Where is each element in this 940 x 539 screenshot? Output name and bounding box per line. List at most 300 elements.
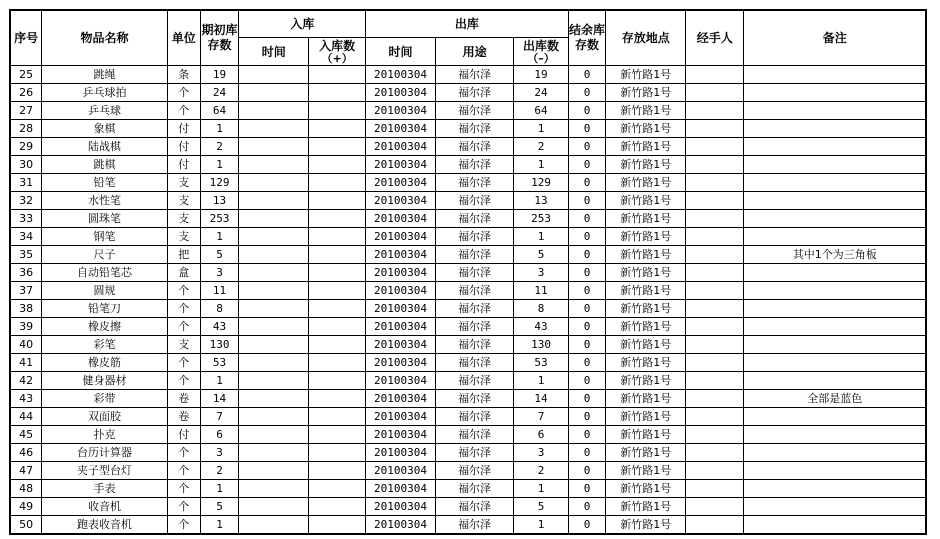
closing-cell[interactable]: 0 bbox=[568, 462, 606, 480]
name-cell[interactable]: 跑表收音机 bbox=[42, 516, 168, 535]
seq-cell[interactable]: 50 bbox=[10, 516, 42, 535]
out-use-cell[interactable]: 福尔泽 bbox=[435, 372, 514, 390]
out-use-cell[interactable]: 福尔泽 bbox=[435, 462, 514, 480]
name-cell[interactable]: 橡皮筋 bbox=[42, 354, 168, 372]
unit-cell[interactable]: 个 bbox=[167, 300, 200, 318]
closing-cell[interactable]: 0 bbox=[568, 282, 606, 300]
closing-cell[interactable]: 0 bbox=[568, 300, 606, 318]
in-time-cell[interactable] bbox=[239, 102, 309, 120]
in-qty-cell[interactable] bbox=[308, 282, 365, 300]
header-handler[interactable]: 经手人 bbox=[686, 10, 744, 66]
name-cell[interactable]: 橡皮擦 bbox=[42, 318, 168, 336]
name-cell[interactable]: 铅笔 bbox=[42, 174, 168, 192]
seq-cell[interactable]: 28 bbox=[10, 120, 42, 138]
opening-cell[interactable]: 64 bbox=[200, 102, 239, 120]
handler-cell[interactable] bbox=[686, 390, 744, 408]
remark-cell[interactable] bbox=[744, 84, 926, 102]
remark-cell[interactable]: 其中1个为三角板 bbox=[744, 246, 926, 264]
remark-cell[interactable]: 全部是蓝色 bbox=[744, 390, 926, 408]
out-use-cell[interactable]: 福尔泽 bbox=[435, 264, 514, 282]
out-use-cell[interactable]: 福尔泽 bbox=[435, 282, 514, 300]
out-time-cell[interactable]: 20100304 bbox=[366, 426, 436, 444]
out-qty-cell[interactable]: 1 bbox=[514, 480, 568, 498]
name-cell[interactable]: 陆战棋 bbox=[42, 138, 168, 156]
in-time-cell[interactable] bbox=[239, 210, 309, 228]
out-use-cell[interactable]: 福尔泽 bbox=[435, 120, 514, 138]
location-cell[interactable]: 新竹路1号 bbox=[606, 516, 686, 535]
seq-cell[interactable]: 26 bbox=[10, 84, 42, 102]
handler-cell[interactable] bbox=[686, 192, 744, 210]
out-use-cell[interactable]: 福尔泽 bbox=[435, 84, 514, 102]
handler-cell[interactable] bbox=[686, 120, 744, 138]
out-time-cell[interactable]: 20100304 bbox=[366, 66, 436, 84]
out-qty-cell[interactable]: 13 bbox=[514, 192, 568, 210]
out-time-cell[interactable]: 20100304 bbox=[366, 354, 436, 372]
in-time-cell[interactable] bbox=[239, 156, 309, 174]
closing-cell[interactable]: 0 bbox=[568, 120, 606, 138]
unit-cell[interactable]: 个 bbox=[167, 516, 200, 535]
closing-cell[interactable]: 0 bbox=[568, 66, 606, 84]
out-time-cell[interactable]: 20100304 bbox=[366, 120, 436, 138]
closing-cell[interactable]: 0 bbox=[568, 426, 606, 444]
in-qty-cell[interactable] bbox=[308, 210, 365, 228]
out-qty-cell[interactable]: 3 bbox=[514, 444, 568, 462]
out-qty-cell[interactable]: 64 bbox=[514, 102, 568, 120]
out-qty-cell[interactable]: 1 bbox=[514, 372, 568, 390]
closing-cell[interactable]: 0 bbox=[568, 156, 606, 174]
out-qty-cell[interactable]: 24 bbox=[514, 84, 568, 102]
out-use-cell[interactable]: 福尔泽 bbox=[435, 318, 514, 336]
location-cell[interactable]: 新竹路1号 bbox=[606, 462, 686, 480]
seq-cell[interactable]: 40 bbox=[10, 336, 42, 354]
out-time-cell[interactable]: 20100304 bbox=[366, 84, 436, 102]
remark-cell[interactable] bbox=[744, 462, 926, 480]
out-use-cell[interactable]: 福尔泽 bbox=[435, 480, 514, 498]
out-use-cell[interactable]: 福尔泽 bbox=[435, 516, 514, 535]
out-time-cell[interactable]: 20100304 bbox=[366, 498, 436, 516]
opening-cell[interactable]: 1 bbox=[200, 372, 239, 390]
in-time-cell[interactable] bbox=[239, 354, 309, 372]
in-time-cell[interactable] bbox=[239, 228, 309, 246]
opening-cell[interactable]: 7 bbox=[200, 408, 239, 426]
opening-cell[interactable]: 1 bbox=[200, 516, 239, 535]
handler-cell[interactable] bbox=[686, 264, 744, 282]
in-qty-cell[interactable] bbox=[308, 390, 365, 408]
handler-cell[interactable] bbox=[686, 480, 744, 498]
remark-cell[interactable] bbox=[744, 498, 926, 516]
seq-cell[interactable]: 46 bbox=[10, 444, 42, 462]
header-in-qty[interactable] bbox=[308, 38, 365, 66]
location-cell[interactable]: 新竹路1号 bbox=[606, 444, 686, 462]
out-use-cell[interactable]: 福尔泽 bbox=[435, 174, 514, 192]
unit-cell[interactable]: 卷 bbox=[167, 408, 200, 426]
out-qty-cell[interactable]: 1 bbox=[514, 120, 568, 138]
in-time-cell[interactable] bbox=[239, 84, 309, 102]
in-time-cell[interactable] bbox=[239, 264, 309, 282]
remark-cell[interactable] bbox=[744, 174, 926, 192]
name-cell[interactable]: 自动铅笔芯 bbox=[42, 264, 168, 282]
out-time-cell[interactable]: 20100304 bbox=[366, 228, 436, 246]
unit-cell[interactable]: 卷 bbox=[167, 390, 200, 408]
in-qty-cell[interactable] bbox=[308, 300, 365, 318]
opening-cell[interactable]: 14 bbox=[200, 390, 239, 408]
in-time-cell[interactable] bbox=[239, 138, 309, 156]
out-qty-cell[interactable]: 14 bbox=[514, 390, 568, 408]
in-qty-cell[interactable] bbox=[308, 480, 365, 498]
in-qty-cell[interactable] bbox=[308, 426, 365, 444]
opening-cell[interactable]: 13 bbox=[200, 192, 239, 210]
seq-cell[interactable]: 45 bbox=[10, 426, 42, 444]
handler-cell[interactable] bbox=[686, 444, 744, 462]
out-time-cell[interactable]: 20100304 bbox=[366, 318, 436, 336]
remark-cell[interactable] bbox=[744, 210, 926, 228]
seq-cell[interactable]: 29 bbox=[10, 138, 42, 156]
closing-cell[interactable]: 0 bbox=[568, 498, 606, 516]
out-qty-cell[interactable]: 1 bbox=[514, 156, 568, 174]
seq-cell[interactable]: 37 bbox=[10, 282, 42, 300]
out-use-cell[interactable]: 福尔泽 bbox=[435, 390, 514, 408]
seq-cell[interactable]: 35 bbox=[10, 246, 42, 264]
in-qty-cell[interactable] bbox=[308, 138, 365, 156]
seq-cell[interactable]: 49 bbox=[10, 498, 42, 516]
location-cell[interactable]: 新竹路1号 bbox=[606, 138, 686, 156]
unit-cell[interactable]: 支 bbox=[167, 210, 200, 228]
out-time-cell[interactable]: 20100304 bbox=[366, 462, 436, 480]
out-time-cell[interactable]: 20100304 bbox=[366, 102, 436, 120]
out-qty-cell[interactable]: 2 bbox=[514, 462, 568, 480]
closing-cell[interactable]: 0 bbox=[568, 318, 606, 336]
out-qty-cell[interactable]: 5 bbox=[514, 246, 568, 264]
location-cell[interactable]: 新竹路1号 bbox=[606, 66, 686, 84]
out-use-cell[interactable]: 福尔泽 bbox=[435, 408, 514, 426]
closing-cell[interactable]: 0 bbox=[568, 480, 606, 498]
unit-cell[interactable]: 条 bbox=[167, 66, 200, 84]
opening-cell[interactable]: 19 bbox=[200, 66, 239, 84]
location-cell[interactable]: 新竹路1号 bbox=[606, 120, 686, 138]
in-time-cell[interactable] bbox=[239, 480, 309, 498]
unit-cell[interactable]: 个 bbox=[167, 480, 200, 498]
in-time-cell[interactable] bbox=[239, 120, 309, 138]
name-cell[interactable]: 象棋 bbox=[42, 120, 168, 138]
in-time-cell[interactable] bbox=[239, 336, 309, 354]
handler-cell[interactable] bbox=[686, 246, 744, 264]
handler-cell[interactable] bbox=[686, 408, 744, 426]
in-qty-cell[interactable] bbox=[308, 354, 365, 372]
handler-cell[interactable] bbox=[686, 66, 744, 84]
closing-cell[interactable]: 0 bbox=[568, 516, 606, 535]
unit-cell[interactable]: 支 bbox=[167, 192, 200, 210]
out-use-cell[interactable]: 福尔泽 bbox=[435, 138, 514, 156]
name-cell[interactable]: 乒乓球拍 bbox=[42, 84, 168, 102]
closing-cell[interactable]: 0 bbox=[568, 408, 606, 426]
remark-cell[interactable] bbox=[744, 336, 926, 354]
header-location[interactable]: 存放地点 bbox=[606, 10, 686, 66]
in-qty-cell[interactable] bbox=[308, 516, 365, 535]
closing-cell[interactable]: 0 bbox=[568, 102, 606, 120]
in-qty-cell[interactable] bbox=[308, 102, 365, 120]
unit-cell[interactable]: 个 bbox=[167, 372, 200, 390]
opening-cell[interactable]: 3 bbox=[200, 444, 239, 462]
name-cell[interactable]: 跳棋 bbox=[42, 156, 168, 174]
opening-cell[interactable]: 53 bbox=[200, 354, 239, 372]
seq-cell[interactable]: 36 bbox=[10, 264, 42, 282]
unit-cell[interactable]: 支 bbox=[167, 228, 200, 246]
in-qty-cell[interactable] bbox=[308, 318, 365, 336]
remark-cell[interactable] bbox=[744, 156, 926, 174]
in-time-cell[interactable] bbox=[239, 372, 309, 390]
out-time-cell[interactable]: 20100304 bbox=[366, 408, 436, 426]
name-cell[interactable]: 水性笔 bbox=[42, 192, 168, 210]
name-cell[interactable]: 双面胶 bbox=[42, 408, 168, 426]
opening-cell[interactable]: 2 bbox=[200, 462, 239, 480]
opening-cell[interactable]: 253 bbox=[200, 210, 239, 228]
out-qty-cell[interactable]: 5 bbox=[514, 498, 568, 516]
seq-cell[interactable]: 43 bbox=[10, 390, 42, 408]
location-cell[interactable]: 新竹路1号 bbox=[606, 336, 686, 354]
seq-cell[interactable]: 27 bbox=[10, 102, 42, 120]
opening-cell[interactable]: 24 bbox=[200, 84, 239, 102]
seq-cell[interactable]: 30 bbox=[10, 156, 42, 174]
in-qty-cell[interactable] bbox=[308, 372, 365, 390]
opening-cell[interactable]: 1 bbox=[200, 480, 239, 498]
in-qty-cell[interactable] bbox=[308, 192, 365, 210]
location-cell[interactable]: 新竹路1号 bbox=[606, 210, 686, 228]
opening-cell[interactable]: 3 bbox=[200, 264, 239, 282]
unit-cell[interactable]: 个 bbox=[167, 282, 200, 300]
header-remark[interactable]: 备注 bbox=[744, 10, 926, 66]
remark-cell[interactable] bbox=[744, 318, 926, 336]
handler-cell[interactable] bbox=[686, 372, 744, 390]
handler-cell[interactable] bbox=[686, 102, 744, 120]
in-time-cell[interactable] bbox=[239, 192, 309, 210]
in-qty-cell[interactable] bbox=[308, 156, 365, 174]
seq-cell[interactable]: 42 bbox=[10, 372, 42, 390]
name-cell[interactable]: 夹子型台灯 bbox=[42, 462, 168, 480]
in-time-cell[interactable] bbox=[239, 174, 309, 192]
unit-cell[interactable]: 付 bbox=[167, 120, 200, 138]
location-cell[interactable]: 新竹路1号 bbox=[606, 264, 686, 282]
out-qty-cell[interactable]: 1 bbox=[514, 516, 568, 535]
seq-cell[interactable]: 39 bbox=[10, 318, 42, 336]
location-cell[interactable]: 新竹路1号 bbox=[606, 156, 686, 174]
handler-cell[interactable] bbox=[686, 516, 744, 535]
location-cell[interactable]: 新竹路1号 bbox=[606, 174, 686, 192]
name-cell[interactable]: 手表 bbox=[42, 480, 168, 498]
remark-cell[interactable] bbox=[744, 444, 926, 462]
remark-cell[interactable] bbox=[744, 66, 926, 84]
closing-cell[interactable]: 0 bbox=[568, 372, 606, 390]
out-qty-cell[interactable]: 3 bbox=[514, 264, 568, 282]
location-cell[interactable]: 新竹路1号 bbox=[606, 282, 686, 300]
seq-cell[interactable]: 38 bbox=[10, 300, 42, 318]
out-use-cell[interactable]: 福尔泽 bbox=[435, 192, 514, 210]
in-time-cell[interactable] bbox=[239, 462, 309, 480]
out-qty-cell[interactable]: 130 bbox=[514, 336, 568, 354]
in-time-cell[interactable] bbox=[239, 390, 309, 408]
header-out-use[interactable]: 用途 bbox=[435, 38, 514, 66]
name-cell[interactable]: 扑克 bbox=[42, 426, 168, 444]
closing-cell[interactable]: 0 bbox=[568, 444, 606, 462]
opening-cell[interactable]: 1 bbox=[200, 228, 239, 246]
name-cell[interactable]: 收音机 bbox=[42, 498, 168, 516]
out-use-cell[interactable]: 福尔泽 bbox=[435, 336, 514, 354]
seq-cell[interactable]: 48 bbox=[10, 480, 42, 498]
in-qty-cell[interactable] bbox=[308, 336, 365, 354]
opening-cell[interactable]: 6 bbox=[200, 426, 239, 444]
unit-cell[interactable]: 个 bbox=[167, 498, 200, 516]
out-use-cell[interactable]: 福尔泽 bbox=[435, 156, 514, 174]
out-qty-cell[interactable]: 43 bbox=[514, 318, 568, 336]
out-qty-cell[interactable]: 129 bbox=[514, 174, 568, 192]
handler-cell[interactable] bbox=[686, 156, 744, 174]
header-in-time[interactable]: 时间 bbox=[239, 38, 309, 66]
remark-cell[interactable] bbox=[744, 480, 926, 498]
out-time-cell[interactable]: 20100304 bbox=[366, 264, 436, 282]
remark-cell[interactable] bbox=[744, 516, 926, 535]
in-qty-cell[interactable] bbox=[308, 408, 365, 426]
opening-cell[interactable]: 130 bbox=[200, 336, 239, 354]
in-time-cell[interactable] bbox=[239, 426, 309, 444]
out-use-cell[interactable]: 福尔泽 bbox=[435, 66, 514, 84]
closing-cell[interactable]: 0 bbox=[568, 84, 606, 102]
in-time-cell[interactable] bbox=[239, 282, 309, 300]
out-time-cell[interactable]: 20100304 bbox=[366, 372, 436, 390]
in-time-cell[interactable] bbox=[239, 516, 309, 535]
out-use-cell[interactable]: 福尔泽 bbox=[435, 300, 514, 318]
in-qty-cell[interactable] bbox=[308, 120, 365, 138]
unit-cell[interactable]: 付 bbox=[167, 156, 200, 174]
name-cell[interactable]: 圆珠笔 bbox=[42, 210, 168, 228]
in-qty-cell[interactable] bbox=[308, 264, 365, 282]
closing-cell[interactable]: 0 bbox=[568, 174, 606, 192]
out-use-cell[interactable]: 福尔泽 bbox=[435, 444, 514, 462]
out-time-cell[interactable]: 20100304 bbox=[366, 174, 436, 192]
out-time-cell[interactable]: 20100304 bbox=[366, 444, 436, 462]
out-time-cell[interactable]: 20100304 bbox=[366, 246, 436, 264]
closing-cell[interactable]: 0 bbox=[568, 246, 606, 264]
closing-cell[interactable]: 0 bbox=[568, 336, 606, 354]
closing-cell[interactable]: 0 bbox=[568, 264, 606, 282]
remark-cell[interactable] bbox=[744, 372, 926, 390]
out-time-cell[interactable]: 20100304 bbox=[366, 480, 436, 498]
header-in-group[interactable]: 入库 bbox=[239, 10, 366, 38]
unit-cell[interactable]: 个 bbox=[167, 444, 200, 462]
remark-cell[interactable] bbox=[744, 228, 926, 246]
opening-cell[interactable]: 2 bbox=[200, 138, 239, 156]
location-cell[interactable]: 新竹路1号 bbox=[606, 318, 686, 336]
name-cell[interactable]: 铅笔刀 bbox=[42, 300, 168, 318]
unit-cell[interactable]: 个 bbox=[167, 84, 200, 102]
seq-cell[interactable]: 44 bbox=[10, 408, 42, 426]
remark-cell[interactable] bbox=[744, 282, 926, 300]
seq-cell[interactable]: 34 bbox=[10, 228, 42, 246]
location-cell[interactable]: 新竹路1号 bbox=[606, 300, 686, 318]
header-out-time[interactable]: 时间 bbox=[366, 38, 436, 66]
opening-cell[interactable]: 8 bbox=[200, 300, 239, 318]
name-cell[interactable]: 彩笔 bbox=[42, 336, 168, 354]
unit-cell[interactable]: 付 bbox=[167, 426, 200, 444]
name-cell[interactable]: 圆规 bbox=[42, 282, 168, 300]
handler-cell[interactable] bbox=[686, 498, 744, 516]
in-qty-cell[interactable] bbox=[308, 228, 365, 246]
in-qty-cell[interactable] bbox=[308, 66, 365, 84]
out-qty-cell[interactable]: 1 bbox=[514, 228, 568, 246]
out-time-cell[interactable]: 20100304 bbox=[366, 282, 436, 300]
unit-cell[interactable]: 付 bbox=[167, 138, 200, 156]
in-qty-cell[interactable] bbox=[308, 498, 365, 516]
handler-cell[interactable] bbox=[686, 174, 744, 192]
opening-cell[interactable]: 129 bbox=[200, 174, 239, 192]
unit-cell[interactable]: 盒 bbox=[167, 264, 200, 282]
in-qty-cell[interactable] bbox=[308, 84, 365, 102]
unit-cell[interactable]: 把 bbox=[167, 246, 200, 264]
handler-cell[interactable] bbox=[686, 462, 744, 480]
unit-cell[interactable]: 个 bbox=[167, 462, 200, 480]
location-cell[interactable]: 新竹路1号 bbox=[606, 228, 686, 246]
closing-cell[interactable]: 0 bbox=[568, 138, 606, 156]
location-cell[interactable]: 新竹路1号 bbox=[606, 246, 686, 264]
closing-cell[interactable]: 0 bbox=[568, 192, 606, 210]
out-time-cell[interactable]: 20100304 bbox=[366, 516, 436, 535]
seq-cell[interactable]: 47 bbox=[10, 462, 42, 480]
out-use-cell[interactable]: 福尔泽 bbox=[435, 426, 514, 444]
location-cell[interactable]: 新竹路1号 bbox=[606, 426, 686, 444]
out-qty-cell[interactable]: 6 bbox=[514, 426, 568, 444]
remark-cell[interactable] bbox=[744, 192, 926, 210]
handler-cell[interactable] bbox=[686, 318, 744, 336]
unit-cell[interactable]: 支 bbox=[167, 174, 200, 192]
in-time-cell[interactable] bbox=[239, 444, 309, 462]
in-time-cell[interactable] bbox=[239, 66, 309, 84]
out-time-cell[interactable]: 20100304 bbox=[366, 336, 436, 354]
seq-cell[interactable]: 25 bbox=[10, 66, 42, 84]
remark-cell[interactable] bbox=[744, 102, 926, 120]
out-use-cell[interactable]: 福尔泽 bbox=[435, 228, 514, 246]
handler-cell[interactable] bbox=[686, 354, 744, 372]
location-cell[interactable]: 新竹路1号 bbox=[606, 372, 686, 390]
closing-cell[interactable]: 0 bbox=[568, 354, 606, 372]
in-time-cell[interactable] bbox=[239, 408, 309, 426]
remark-cell[interactable] bbox=[744, 426, 926, 444]
opening-cell[interactable]: 1 bbox=[200, 156, 239, 174]
handler-cell[interactable] bbox=[686, 210, 744, 228]
handler-cell[interactable] bbox=[686, 84, 744, 102]
out-use-cell[interactable]: 福尔泽 bbox=[435, 102, 514, 120]
out-qty-cell[interactable]: 8 bbox=[514, 300, 568, 318]
out-qty-cell[interactable]: 11 bbox=[514, 282, 568, 300]
name-cell[interactable]: 台历计算器 bbox=[42, 444, 168, 462]
in-time-cell[interactable] bbox=[239, 318, 309, 336]
opening-cell[interactable]: 43 bbox=[200, 318, 239, 336]
opening-cell[interactable]: 1 bbox=[200, 120, 239, 138]
seq-cell[interactable]: 33 bbox=[10, 210, 42, 228]
remark-cell[interactable] bbox=[744, 408, 926, 426]
location-cell[interactable]: 新竹路1号 bbox=[606, 480, 686, 498]
handler-cell[interactable] bbox=[686, 300, 744, 318]
remark-cell[interactable] bbox=[744, 120, 926, 138]
in-qty-cell[interactable] bbox=[308, 462, 365, 480]
handler-cell[interactable] bbox=[686, 426, 744, 444]
opening-cell[interactable]: 5 bbox=[200, 498, 239, 516]
location-cell[interactable]: 新竹路1号 bbox=[606, 192, 686, 210]
out-qty-cell[interactable]: 2 bbox=[514, 138, 568, 156]
out-use-cell[interactable]: 福尔泽 bbox=[435, 354, 514, 372]
closing-cell[interactable]: 0 bbox=[568, 228, 606, 246]
name-cell[interactable]: 乒乓球 bbox=[42, 102, 168, 120]
out-time-cell[interactable]: 20100304 bbox=[366, 210, 436, 228]
header-out-qty[interactable] bbox=[514, 38, 568, 66]
seq-cell[interactable]: 31 bbox=[10, 174, 42, 192]
